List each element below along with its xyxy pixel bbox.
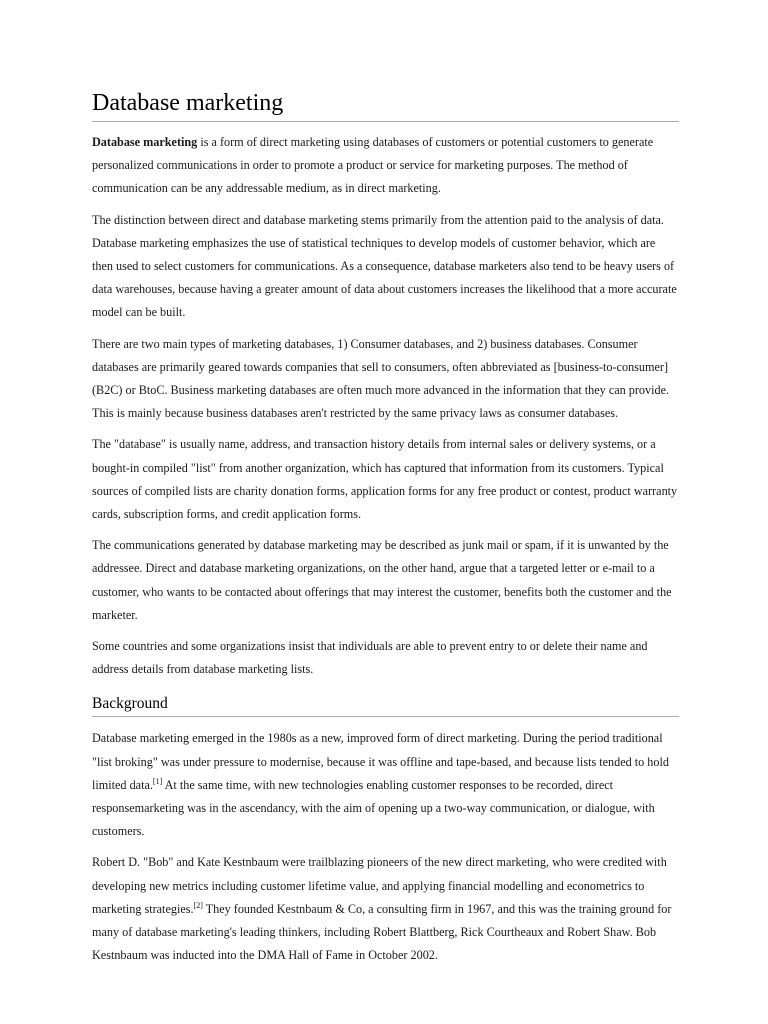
- intro-paragraph-3: There are two main types of marketing databases, 1) Consumer databases, and 2) business databases. Consumer databases are primarily geared towards companies that sell to consumers, often abbreviated as [business-to-consumer] (B2C) or BtoC. Business marketing databases are often much more advanced in the information that they can provide. This is mainly because business databases aren't restricted by the same privacy laws as consumer databases.: [92, 336, 670, 421]
- page-title: Database marketing: [92, 88, 679, 122]
- intro-paragraph-1-text: is a form of direct marketing using databases of customers or potential customers to generate personalized communications in order to promote a product or service for marketing purposes. The method of communication can be any addressable medium, as in direct marketing.: [92, 135, 654, 196]
- article: [92, 88, 679, 968]
- section-heading-background: Background: [92, 694, 679, 717]
- background-paragraph-2-text-b: They founded Kestnbaum & Co, a consulting firm in 1967, and this was the training ground for many of database marketing's leading thinkers, including Robert Blattberg, Rick Courtheaux and Robert Shaw. Bob Kestnbaum was inducted into the DMA Hall of Fame in October 2002.: [92, 901, 672, 963]
- citation-ref-1[interactable]: [1]: [152, 776, 163, 786]
- intro-paragraph-1: [92, 131, 679, 201]
- intro-paragraph-4: The "database" is usually name, address, and transaction history details from internal sales or delivery systems, or a bought-in compiled "list" from another organization, which has captured that information from its customers. Typical sources of compiled lists are charity donation forms, application forms for any free product or contest, product warranty cards, subscription forms, and credit application forms.: [92, 437, 678, 522]
- background-paragraph-1-text-a: Database marketing emerged in the 1980s as a new, improved form of direct marketing. During the period traditional "list broking" was under pressure to modernise, because it was offline and tape-based, and because lists tended to hold limited data.: [92, 731, 669, 792]
- intro-paragraph-5: The communications generated by database marketing may be described as junk mail or spam, if it is unwanted by the addressee. Direct and database marketing organizations, on the other hand, argue that a targeted letter or e-mail to a customer, who wants to be contacted about offerings that may interest the customer, benefits both the customer and the marketer.: [92, 538, 672, 622]
- citation-ref-2[interactable]: [2]: [193, 900, 203, 910]
- background-paragraph-2: [92, 851, 679, 967]
- intro-paragraph-6: Some countries and some organizations insist that individuals are able to prevent entry to or delete their name and address details from database marketing lists.: [92, 639, 648, 677]
- intro-paragraph-2: The distinction between direct and database marketing stems primarily from the attention paid to the analysis of data. Database marketing emphasizes the use of statistical techniques to develop models of customer behavior, which are then used to select customers for communications. As a consequence, database marketers also tend to be heavy users of data warehouses, because having a greater amount of data about customers increases the likelihood that a more accurate model can be built.: [92, 212, 677, 320]
- background-paragraph-1-text-b: At the same time, with new technologies enabling customer responses to be recorded, direct responsemarketing was in the ascendancy, with the aim of opening up a two-way communication, or dialogue, with customers.: [92, 777, 655, 839]
- background-paragraph-2-text-a: Robert D. "Bob" and Kate Kestnbaum were trailblazing pioneers of the new direct marketing, who were credited with developing new metrics including customer lifetime value, and applying financial modelling and econometrics to marketing strategies.: [92, 855, 667, 916]
- background-paragraph-1: [92, 727, 679, 843]
- bold-term: Database marketing: [92, 135, 198, 149]
